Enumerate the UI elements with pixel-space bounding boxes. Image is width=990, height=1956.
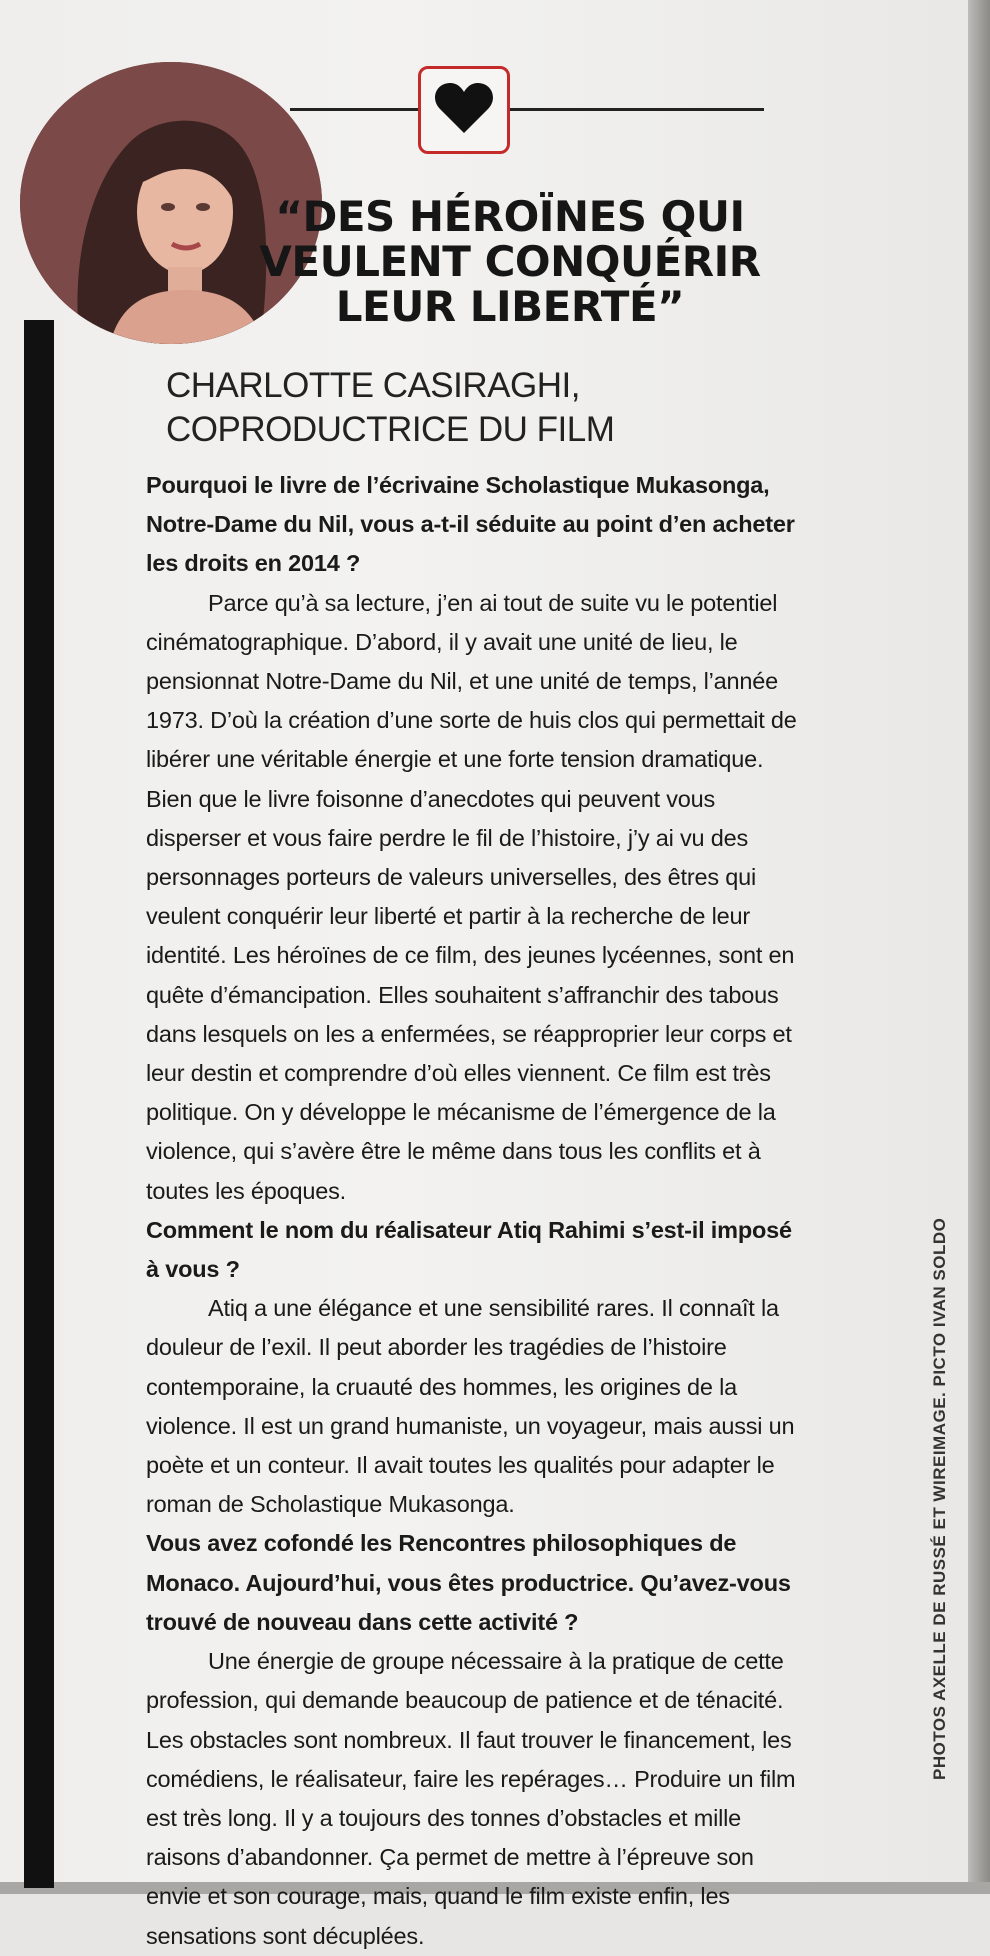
header-rule-left: [290, 108, 418, 111]
byline: [166, 364, 614, 452]
photo-credit: PHOTOS AXELLE DE RUSSÉ ET WIREIMAGE. PICTO IVAN SOLDO: [930, 1217, 949, 1780]
interview-answer-1: Parce qu’à sa lecture, j’en ai tout de suite vu le potentiel cinématographique. D’abord, il y avait une unité de lieu, le pensionnat Notre-Dame du Nil, et une unité de temps, l’année 1973. D’où la création d’une sorte de huis clos qui permettait de libérer une véritable énergie et une forte tension dramatique. Bien que le livre foisonne d’anecdotes qui peuvent vous disperser et vous faire perdre le fil de l’histoire, j’y ai vu des personnages porteurs de valeurs universelles, des êtres qui veulent conquérir leur liberté et partir à la recherche de leur identité. Les héroïnes de ce film, des jeunes lycéennes, sont en quête d’émancipation. Elles souhaitent s’affranchir des tabous dans lesquels on les a enfermées, se réapproprier leur corps et leur destin et comprendre d’où elles viennent. Ce film est très politique. On y développe le mécanisme de l’émergence de la violence, qui s’avère être le même dans tous les conflits et à toutes les époques.: [146, 589, 797, 1204]
heart-badge: [418, 66, 510, 154]
interview-question-2: Comment le nom du réalisateur Atiq Rahimi s’est-il imposé à vous ?: [146, 1216, 792, 1283]
interview-question-3: Vous avez cofondé les Rencontres philosophiques de Monaco. Aujourd’hui, vous êtes productrice. Qu’avez-vous trouvé de nouveau dans cette activité ?: [146, 1530, 791, 1635]
interview-answer-2: Atiq a une élégance et une sensibilité rares. Il connaît la douleur de l’exil. Il peut aborder les tragédies de l’histoire contemporaine, la cruauté des hommes, les origines de la violence. Il est un grand humaniste, un voyageur, mais aussi un poète et un conteur. Il avait toutes les qualités pour adapter le roman de Scholastique Mukasonga.: [146, 1295, 795, 1518]
header-rule-right: [510, 108, 764, 111]
interview-answer-3: Une énergie de groupe nécessaire à la pratique de cette profession, qui demande beaucoup de patience et de ténacité. Les obstacles sont nombreux. Il faut trouver le financement, les comédiens, le réalisateur, faire les repérages… Produire un film est très long. Il y a toujours des tonnes d’obstacles et mille raisons d’abandonner. Ça permet de mettre à l’épreuve son envie et son courage, mais, quand le film existe enfin, les sensations sont décuplées.: [146, 1648, 796, 1949]
interview-question-1: Pourquoi le livre de l’écrivaine Scholastique Mukasonga, Notre-Dame du Nil, vous a-t-il séduite au point d’en acheter les droits en 2014 ?: [146, 472, 795, 577]
page-edge: [968, 0, 990, 1894]
heart-icon: [434, 81, 494, 140]
pull-quote-headline: “DES HÉROÏNES QUI VEULENT CONQUÉRIR LEUR LIBERTÉ”: [259, 192, 761, 331]
byline-role: COPRODUCTRICE DU FILM: [166, 410, 615, 449]
left-accent-bar: [24, 320, 54, 1888]
byline-name: CHARLOTTE CASIRAGHI,: [166, 366, 580, 405]
interview-body: [146, 466, 806, 1956]
